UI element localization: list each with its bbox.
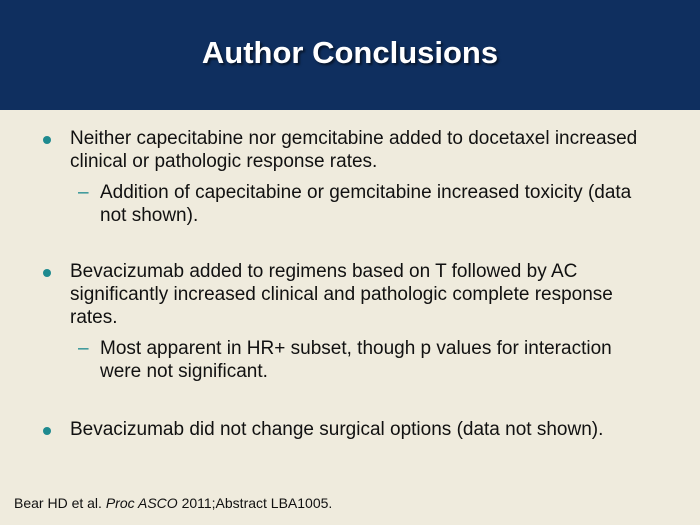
sub-bullet-item-1 bbox=[78, 181, 640, 227]
citation-authors: Bear HD et al. bbox=[14, 495, 102, 511]
bullet-text: Neither capecitabine nor gemcitabine added to docetaxel increased clinical or pathologic response rates. bbox=[70, 128, 638, 172]
sub-bullet-text: Addition of capecitabine or gemcitabine increased toxicity (data not shown). bbox=[100, 182, 632, 226]
bullet-dot-icon bbox=[43, 269, 51, 277]
bullet-text: Bevacizumab did not change surgical options (data not shown). bbox=[70, 419, 604, 440]
bullet-dot-icon bbox=[43, 427, 51, 435]
dash-icon: – bbox=[78, 338, 89, 359]
bullet-text: Bevacizumab added to regimens based on T followed by AC significantly increased clinical and pathologic complete response rates. bbox=[70, 261, 613, 328]
title-bar bbox=[0, 0, 700, 110]
bullet-dot-icon bbox=[43, 136, 51, 144]
bullet-item-3 bbox=[70, 418, 660, 441]
dash-icon: – bbox=[78, 182, 89, 203]
bullet-item-2 bbox=[70, 260, 660, 329]
bullet-item-1 bbox=[70, 127, 660, 173]
sub-bullet-item-2 bbox=[78, 337, 640, 383]
slide-title: Author Conclusions bbox=[201, 35, 499, 70]
citation bbox=[14, 495, 332, 511]
sub-bullet-text: Most apparent in HR+ subset, though p values for interaction were not significant. bbox=[100, 338, 612, 382]
citation-details: 2011;Abstract LBA1005. bbox=[181, 495, 333, 511]
citation-journal: Proc ASCO bbox=[105, 495, 178, 511]
